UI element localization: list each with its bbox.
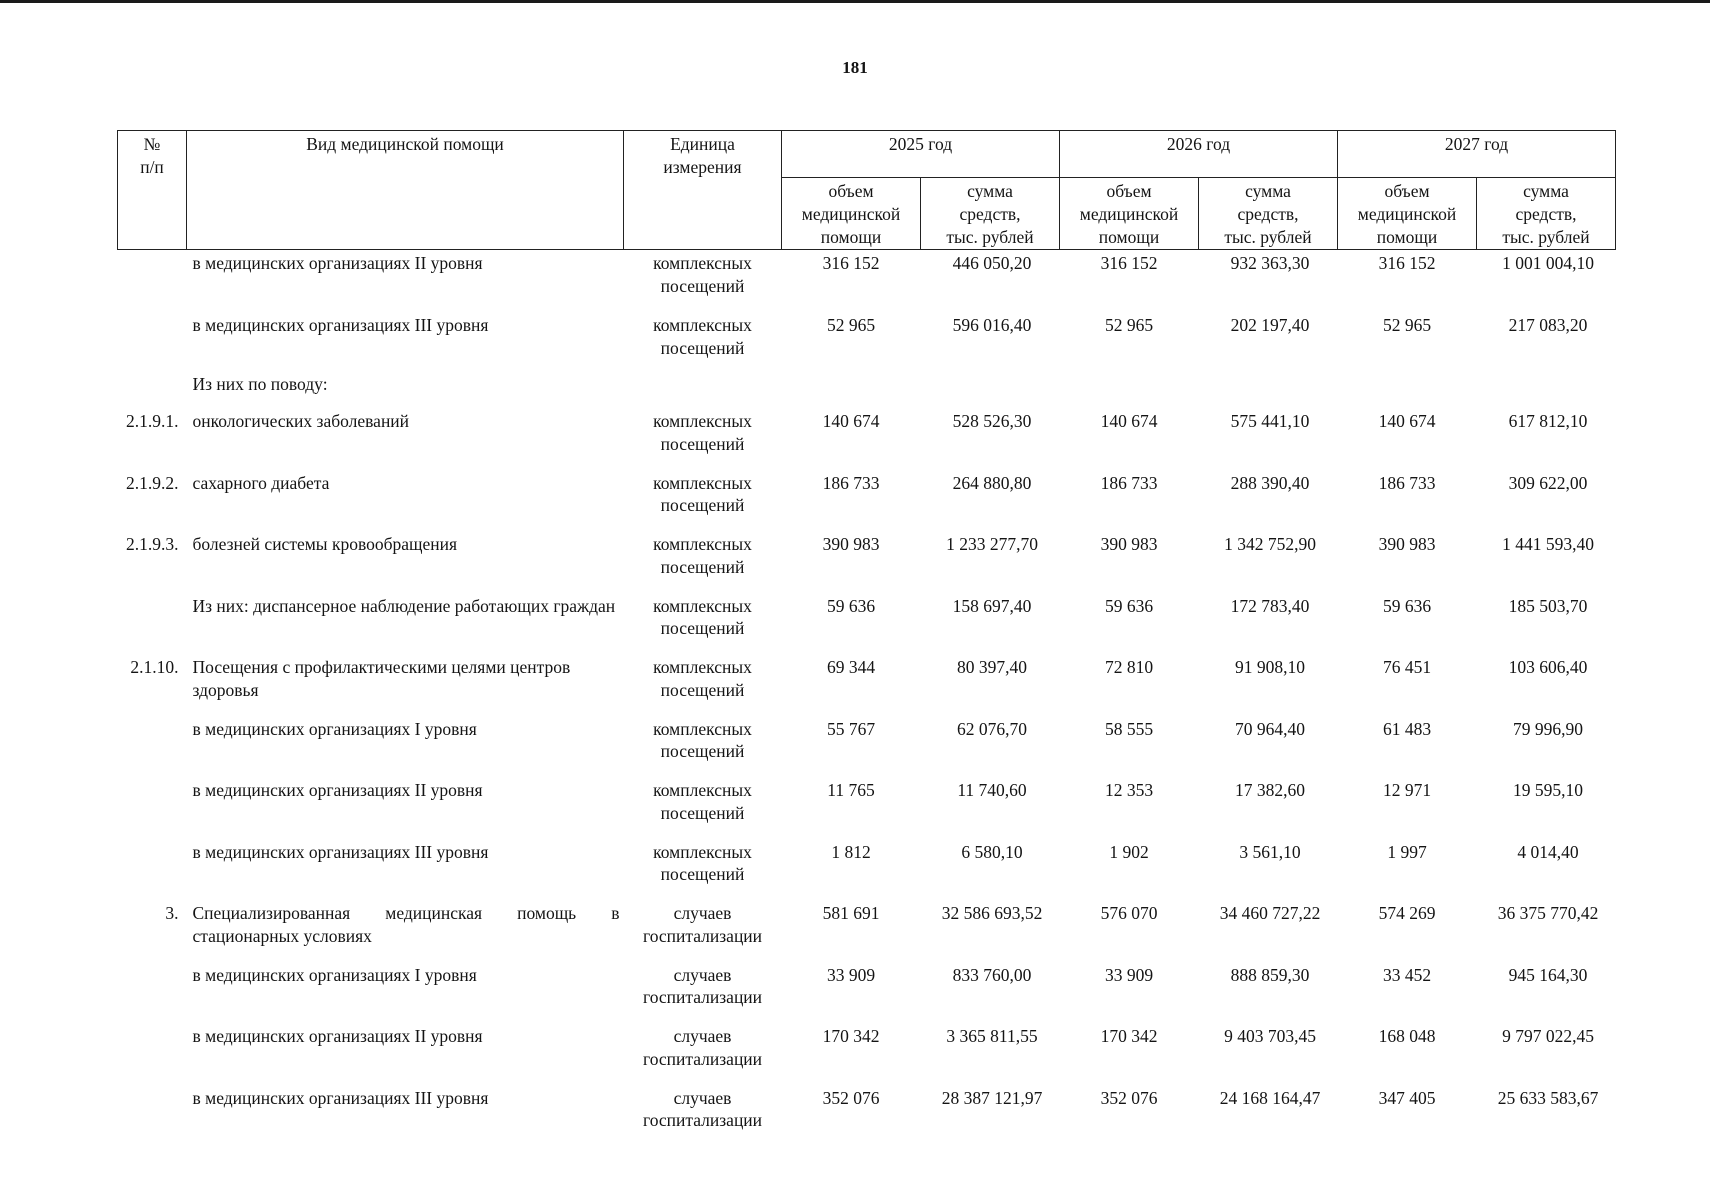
- header-year-2025: 2025 год: [782, 131, 1060, 178]
- row-number: [118, 365, 187, 400]
- sum-2027: 1 001 004,10: [1502, 253, 1594, 274]
- volume-2027: 1 997: [1387, 841, 1427, 862]
- sum-2025: 528 526,30: [952, 411, 1032, 431]
- row-number: [118, 1077, 187, 1139]
- table-row: [118, 523, 1616, 585]
- volume-2026: 58 555: [1104, 718, 1154, 739]
- volume-2026: [1060, 365, 1199, 400]
- unit: комплексных посещений: [653, 314, 752, 358]
- header-volume-2025: объем медицинской помощи: [782, 178, 921, 250]
- header-sum-2025: сумма средств, тыс. рублей: [921, 178, 1060, 250]
- table-row: [118, 646, 1616, 708]
- volume-2027: 12 971: [1382, 780, 1432, 800]
- volume-2027: 52 965: [1382, 314, 1432, 335]
- table-row-subheading: [118, 365, 1616, 400]
- volume-2025: 390 983: [822, 534, 880, 554]
- table-row: [118, 462, 1616, 524]
- care-kind: Из них по поводу:: [192, 374, 328, 395]
- row-number: [118, 954, 187, 1016]
- care-kind: болезней системы кровообращения: [192, 534, 458, 554]
- sum-2027: 19 595,10: [1513, 780, 1583, 800]
- volume-2025: 170 342: [822, 1026, 880, 1046]
- sum-2027: 217 083,20: [1508, 314, 1588, 335]
- header-volume-2026: объем медицинской помощи: [1060, 178, 1199, 250]
- sum-2027: 617 812,10: [1508, 411, 1588, 431]
- volume-2025: 352 076: [822, 1087, 880, 1108]
- sum-2027: 36 375 770,42: [1497, 903, 1599, 923]
- unit: комплексных посещений: [653, 253, 752, 296]
- sum-2026: 1 342 752,90: [1224, 534, 1316, 554]
- sum-2025: 446 050,20: [952, 253, 1032, 274]
- table-row: [118, 954, 1616, 1016]
- volume-2026: 186 733: [1100, 472, 1158, 493]
- sum-2026: 9 403 703,45: [1224, 1026, 1316, 1046]
- volume-2027: 61 483: [1382, 718, 1432, 739]
- sum-2026: 34 460 727,22: [1219, 903, 1321, 923]
- unit: комплексных посещений: [653, 595, 752, 639]
- sum-2027: 79 996,90: [1513, 718, 1583, 739]
- volume-2027: [1338, 365, 1477, 400]
- unit: комплексных посещений: [653, 472, 752, 516]
- unit: комплексных посещений: [653, 657, 752, 700]
- row-number: [118, 1015, 187, 1077]
- unit: случаев госпитализации: [642, 1087, 763, 1131]
- volume-2025: 316 152: [822, 253, 880, 274]
- header-unit: [624, 131, 782, 250]
- unit: комплексных посещений: [653, 780, 752, 823]
- volume-2026: 12 353: [1104, 780, 1154, 800]
- row-number: [118, 585, 187, 647]
- volume-2025: 59 636: [826, 595, 876, 616]
- volume-2025: 52 965: [826, 314, 876, 335]
- sum-2026: [1199, 365, 1338, 400]
- volume-2026: 72 810: [1104, 657, 1154, 677]
- sum-2025: 6 580,10: [961, 841, 1023, 862]
- care-kind: в медицинских организациях II уровня: [192, 780, 483, 800]
- volume-2027: 59 636: [1382, 595, 1432, 616]
- row-number: [118, 708, 187, 770]
- header-year-2026: 2026 год: [1060, 131, 1338, 178]
- sum-2027: 185 503,70: [1508, 595, 1588, 616]
- care-kind: в медицинских организациях II уровня: [192, 1026, 483, 1046]
- volume-2026: 52 965: [1104, 314, 1154, 335]
- table-row: [118, 585, 1616, 647]
- sum-2025: 11 740,60: [957, 780, 1027, 800]
- volume-2027: 168 048: [1378, 1026, 1436, 1046]
- volume-2026: 33 909: [1104, 964, 1154, 985]
- volume-2027: 574 269: [1378, 903, 1436, 923]
- sum-2027: 9 797 022,45: [1502, 1026, 1594, 1046]
- header-kind: [187, 131, 624, 250]
- sum-2025: [921, 365, 1060, 400]
- volume-2025: 11 765: [827, 780, 875, 800]
- sum-2025: 3 365 811,55: [946, 1026, 1038, 1046]
- table-row: [118, 892, 1616, 954]
- table-row: [118, 769, 1616, 831]
- unit: комплексных посещений: [653, 718, 752, 762]
- table-row: [118, 831, 1616, 893]
- sum-2027: 4 014,40: [1517, 841, 1579, 862]
- sum-2025: 596 016,40: [952, 314, 1032, 335]
- sum-2025: 32 586 693,52: [941, 903, 1043, 923]
- table-row: [118, 1077, 1616, 1139]
- sum-2027: 1 441 593,40: [1502, 534, 1594, 554]
- sum-2027: 25 633 583,67: [1497, 1087, 1599, 1108]
- header-year-2027: 2027 год: [1338, 131, 1616, 178]
- row-number: 2.1.9.2.: [126, 472, 179, 493]
- volume-2026: 390 983: [1100, 534, 1158, 554]
- sum-2025: 62 076,70: [957, 718, 1027, 739]
- volume-2026: 170 342: [1100, 1026, 1158, 1046]
- volume-2026: 316 152: [1100, 253, 1158, 274]
- volume-2027: 33 452: [1382, 964, 1432, 985]
- care-kind: в медицинских организациях II уровня: [192, 253, 483, 274]
- volume-2027: 140 674: [1378, 411, 1436, 431]
- row-number: 2.1.10.: [130, 657, 179, 677]
- care-kind: в медицинских организациях I уровня: [192, 718, 477, 739]
- care-kind: Из них: диспансерное наблюдение работающих граждан: [192, 595, 616, 616]
- volume-2026: 59 636: [1104, 595, 1154, 616]
- sum-2026: 888 859,30: [1230, 964, 1310, 985]
- row-number: 2.1.9.3.: [126, 534, 179, 554]
- header-num: [118, 131, 187, 250]
- sum-2027: 945 164,30: [1508, 964, 1588, 985]
- volume-2027: 76 451: [1382, 657, 1432, 677]
- volume-2025: 55 767: [826, 718, 876, 739]
- sum-2026: 202 197,40: [1230, 314, 1310, 335]
- volume-2026: 140 674: [1100, 411, 1158, 431]
- page-number: 181: [842, 58, 868, 77]
- sum-2026: 70 964,40: [1235, 718, 1305, 739]
- sum-2025: 28 387 121,97: [941, 1087, 1043, 1108]
- row-number: [118, 250, 187, 304]
- sum-2026: 24 168 164,47: [1219, 1087, 1321, 1108]
- sum-2025: 833 760,00: [952, 964, 1032, 985]
- volume-2025: 1 812: [831, 841, 871, 862]
- unit: комплексных посещений: [653, 841, 752, 885]
- unit: комплексных посещений: [653, 411, 752, 454]
- sum-2027: [1477, 365, 1616, 400]
- unit: случаев госпитализации: [642, 903, 763, 946]
- row-number: 3.: [165, 903, 179, 923]
- sum-2025: 1 233 277,70: [946, 534, 1038, 554]
- sum-2025: 158 697,40: [952, 595, 1032, 616]
- header-sum-2026: сумма средств, тыс. рублей: [1199, 178, 1338, 250]
- sum-2026: 3 561,10: [1239, 841, 1301, 862]
- unit: комплексных посещений: [653, 534, 752, 577]
- sum-2026: 288 390,40: [1230, 472, 1310, 493]
- header-unit-label: Единица измерения: [663, 134, 742, 177]
- sum-2025: 264 880,80: [952, 472, 1032, 493]
- header-volume-2027: объем медицинской помощи: [1338, 178, 1477, 250]
- volume-2026: 1 902: [1109, 841, 1149, 862]
- table-row: [118, 250, 1616, 304]
- volume-2027: 390 983: [1378, 534, 1436, 554]
- care-kind: Специализированная медицинская помощь в стационарных условиях: [192, 903, 620, 946]
- unit: случаев госпитализации: [642, 964, 763, 1008]
- volume-2025: 33 909: [826, 964, 876, 985]
- sum-2026: 575 441,10: [1230, 411, 1310, 431]
- volume-2026: 576 070: [1100, 903, 1158, 923]
- medical-care-volume-table: [117, 130, 1616, 1138]
- volume-2026: 352 076: [1100, 1087, 1158, 1108]
- sum-2027: 309 622,00: [1508, 472, 1588, 493]
- care-kind: в медицинских организациях III уровня: [192, 1087, 489, 1108]
- row-number: [118, 769, 187, 831]
- volume-2025: 140 674: [822, 411, 880, 431]
- row-number: 2.1.9.1.: [126, 411, 179, 431]
- volume-2025: 69 344: [826, 657, 876, 677]
- volume-2025: 581 691: [822, 903, 880, 923]
- table-row: [118, 304, 1616, 366]
- table-body: [118, 250, 1616, 1138]
- table-row: [118, 400, 1616, 462]
- care-kind: онкологических заболеваний: [192, 411, 410, 431]
- care-kind: в медицинских организациях I уровня: [192, 964, 477, 985]
- sum-2026: 91 908,10: [1235, 657, 1305, 677]
- sum-2026: 172 783,40: [1230, 595, 1310, 616]
- table-row: [118, 1015, 1616, 1077]
- header-sum-2027: сумма средств, тыс. рублей: [1477, 178, 1616, 250]
- care-kind: сахарного диабета: [192, 472, 330, 493]
- sum-2026: 932 363,30: [1230, 253, 1310, 274]
- table-row: [118, 708, 1616, 770]
- volume-2027: 347 405: [1378, 1087, 1436, 1108]
- row-number: [118, 304, 187, 366]
- sum-2027: 103 606,40: [1508, 657, 1588, 677]
- volume-2025: [782, 365, 921, 400]
- volume-2025: 186 733: [822, 472, 880, 493]
- header-num-label: № п/п: [140, 134, 164, 177]
- header-kind-label: Вид медицинской помощи: [306, 134, 504, 154]
- volume-2027: 316 152: [1378, 253, 1436, 274]
- sum-2025: 80 397,40: [957, 657, 1027, 677]
- row-number: [118, 831, 187, 893]
- scan-top-edge: [0, 0, 1710, 3]
- care-kind: в медицинских организациях III уровня: [192, 841, 489, 862]
- care-kind: в медицинских организациях III уровня: [192, 314, 489, 335]
- sum-2026: 17 382,60: [1235, 780, 1305, 800]
- unit: [624, 365, 782, 400]
- unit: случаев госпитализации: [642, 1026, 763, 1069]
- volume-2027: 186 733: [1378, 472, 1436, 493]
- care-kind: Посещения с профилактическими целями центров здоровья: [192, 657, 571, 700]
